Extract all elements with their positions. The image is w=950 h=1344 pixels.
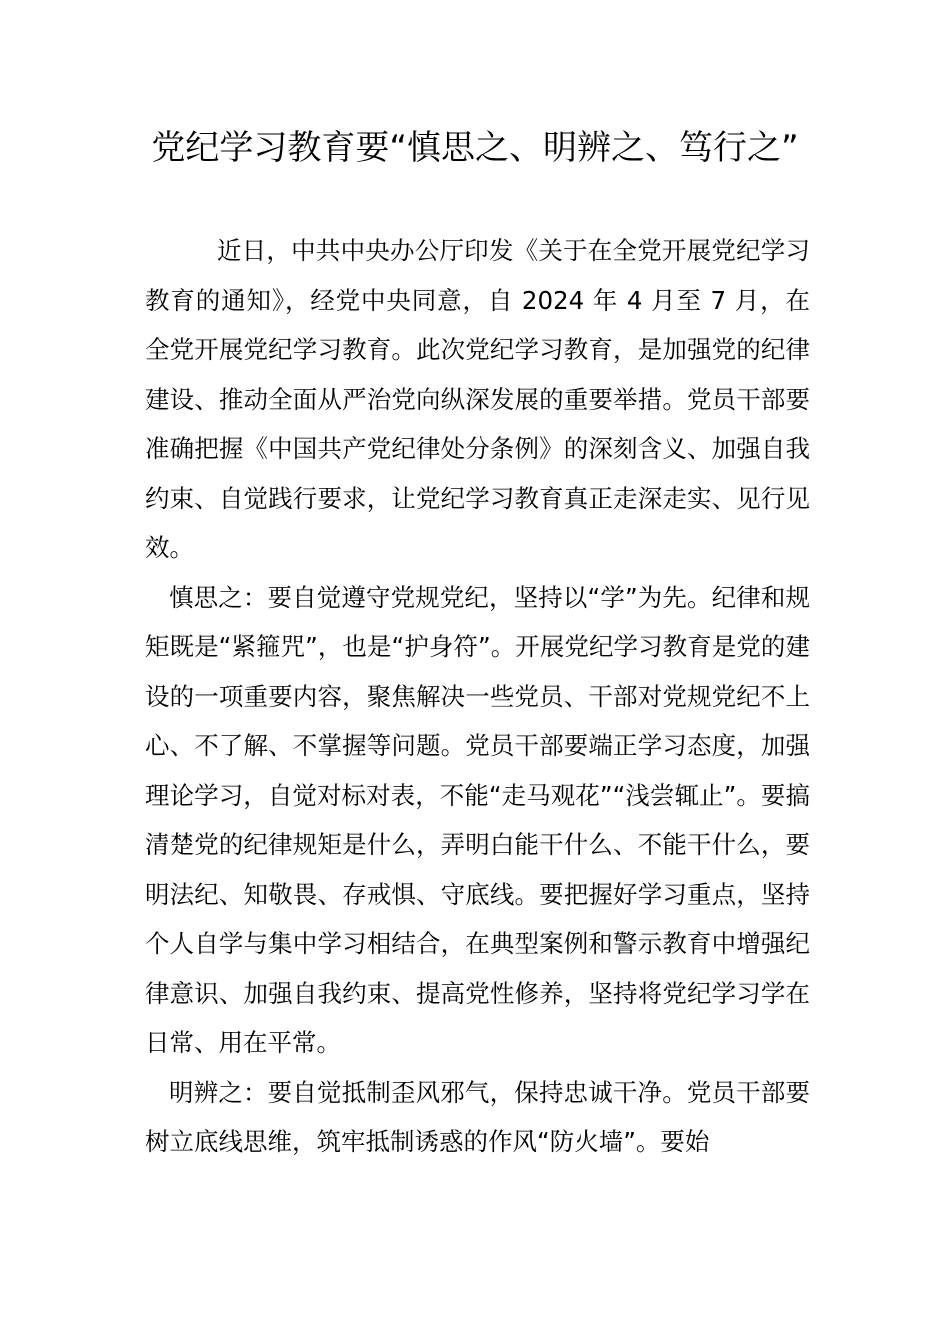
- document-body: [145, 226, 810, 1167]
- paragraph-mingbianzhi: 明辨之：要自觉抵制歪风邪气，保持忠诚干净。党员干部要树立底线思维，筑牢抵制诱惑的作风“防火墙”。要始: [145, 1077, 810, 1156]
- paragraph-shensizhi: 慎思之：要自觉遵守党规党纪，坚持以“学”为先。纪律和规矩既是“紧箍咒”，也是“护身符”。开展党纪学习教育是党的建设的一项重要内容，聚焦解决一些党员、干部对党规党纪不上心、不了解、不掌握等问题。党员干部要端正学习态度，加强理论学习，自觉对标对表，不能“走马观花”“浅尝辄止”。要搞清楚党的纪律规矩是什么，弄明白能干什么、不能干什么，要明法纪、知敬畏、存戒惧、守底线。要把握好学习重点，坚持个人自学与集中学习相结合，在典型案例和警示教育中增强纪律意识、加强自我约束、提高党性修养，坚持将党纪学习学在日常、用在平常。: [145, 582, 810, 1057]
- document-title: 党纪学习教育要“慎思之、明辨之、笃行之”: [151, 128, 799, 168]
- paragraph-intro: 近日，中共中央办公厅印发《关于在全党开展党纪学习教育的通知》，经党中央同意，自 2024 年 4 月至 7 月，在全党开展党纪学习教育。此次党纪学习教育，是加强党的纪律建设、推动全面从严治党向纵深发展的重要举措。党员干部要准确把握《中国共产党纪律处分条例》的深刻含义、加强自我约束、自觉践行要求，让党纪学习教育真正走深走实、见行见效。: [145, 236, 810, 562]
